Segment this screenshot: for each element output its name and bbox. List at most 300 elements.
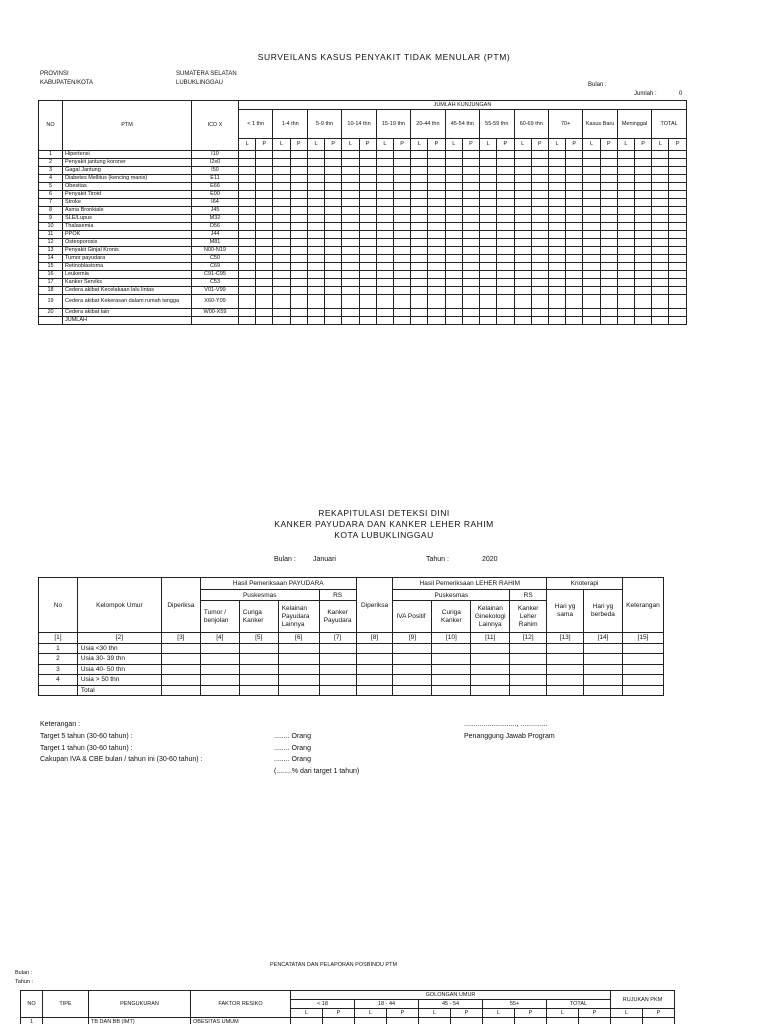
age-group-header: 55-59 thn (480, 110, 514, 139)
rekap-tahun-label: Tahun : (426, 556, 449, 563)
row-ptm: Asma Bronkiale (63, 207, 192, 215)
data-cell (514, 183, 531, 191)
data-cell (462, 215, 479, 223)
data-cell (445, 175, 462, 183)
rekap-h-krioterapi: Krioterapi (547, 578, 623, 590)
data-cell (584, 654, 623, 665)
data-cell (548, 223, 565, 231)
data-cell (393, 664, 432, 675)
data-cell (635, 175, 652, 183)
data-cell (428, 207, 445, 215)
sex-header: L (611, 1009, 643, 1018)
sex-header: L (514, 139, 531, 151)
data-cell (307, 255, 324, 263)
rekap-title-2: KANKER PAYUDARA DAN KANKER LEHER RAHIM (274, 519, 494, 529)
data-cell (411, 215, 428, 223)
data-cell (239, 159, 256, 167)
data-cell (480, 151, 497, 159)
row-icd: I2x0 (192, 159, 239, 167)
data-cell (161, 643, 200, 654)
data-cell (652, 309, 669, 317)
data-cell (290, 167, 307, 175)
data-cell (480, 191, 497, 199)
data-cell (290, 223, 307, 231)
data-cell (600, 263, 617, 271)
data-cell (273, 207, 290, 215)
sex-header: P (451, 1009, 483, 1018)
data-cell (319, 685, 356, 696)
data-cell (445, 263, 462, 271)
data-cell (462, 191, 479, 199)
data-cell (239, 175, 256, 183)
data-cell (356, 685, 393, 696)
sex-header: L (307, 139, 324, 151)
data-cell (566, 183, 583, 191)
data-cell (325, 295, 342, 309)
data-cell (393, 263, 410, 271)
data-cell (359, 295, 376, 309)
data-cell (480, 199, 497, 207)
data-cell (547, 664, 584, 675)
data-cell (290, 279, 307, 287)
data-cell (359, 199, 376, 207)
data-cell (462, 255, 479, 263)
data-cell (669, 207, 686, 215)
data-cell (359, 247, 376, 255)
row-no (39, 685, 78, 696)
notes-orang-2: ........ Orang (274, 745, 311, 752)
data-cell (239, 287, 256, 295)
data-cell (428, 151, 445, 159)
data-cell (583, 287, 600, 295)
data-cell (239, 167, 256, 175)
data-cell (583, 239, 600, 247)
data-cell (583, 183, 600, 191)
data-cell (359, 159, 376, 167)
data-cell (307, 239, 324, 247)
data-cell (290, 199, 307, 207)
data-cell (325, 223, 342, 231)
data-cell (428, 223, 445, 231)
row-icd: C91-C95 (192, 271, 239, 279)
data-cell (307, 151, 324, 159)
data-cell (531, 215, 548, 223)
data-cell (432, 643, 471, 654)
data-cell (462, 183, 479, 191)
data-cell (393, 215, 410, 223)
data-cell (290, 295, 307, 309)
data-cell (635, 279, 652, 287)
age-group-header: 15-19 thn (376, 110, 410, 139)
data-cell (273, 151, 290, 159)
data-cell (239, 255, 256, 263)
data-cell (239, 151, 256, 159)
data-cell (548, 191, 565, 199)
data-cell (393, 191, 410, 199)
data-cell (480, 309, 497, 317)
data-cell (652, 239, 669, 247)
data-cell (273, 159, 290, 167)
data-cell (239, 664, 278, 675)
data-cell (497, 295, 514, 309)
data-cell (617, 191, 634, 199)
data-cell (566, 287, 583, 295)
col-header-no: NO (39, 101, 63, 151)
data-cell (584, 664, 623, 675)
data-cell (566, 207, 583, 215)
data-cell (669, 239, 686, 247)
sex-header: L (547, 1009, 579, 1018)
table-row (39, 287, 687, 295)
column-number: [13] (547, 633, 584, 644)
data-cell (325, 309, 342, 317)
data-cell (669, 191, 686, 199)
data-cell (471, 643, 510, 654)
data-cell (548, 271, 565, 279)
data-cell (278, 664, 319, 675)
row-icd: E00 (192, 191, 239, 199)
data-cell (307, 287, 324, 295)
data-cell (393, 255, 410, 263)
data-cell (239, 309, 256, 317)
data-cell (239, 643, 278, 654)
age-group-header: 70+ (548, 110, 582, 139)
rekap-title-1: REKAPITULASI DETEKSI DINI (318, 508, 450, 518)
data-cell (290, 183, 307, 191)
data-cell (393, 167, 410, 175)
data-cell (600, 191, 617, 199)
data-cell (566, 271, 583, 279)
data-cell (445, 151, 462, 159)
data-cell (239, 207, 256, 215)
notes-cakupan: Cakupan IVA & CBE bulan / tahun ini (30-60 tahun) : (40, 756, 203, 763)
column-number: [15] (622, 633, 663, 644)
data-cell (256, 263, 273, 271)
age-group-header: 60-69 thn (514, 110, 548, 139)
jumlah-label: Jumlah : (634, 91, 657, 97)
data-cell (548, 239, 565, 247)
data-cell (239, 271, 256, 279)
data-cell (617, 263, 634, 271)
data-cell (273, 247, 290, 255)
data-cell (600, 231, 617, 239)
data-cell (600, 247, 617, 255)
table-row (39, 685, 664, 696)
rekap-h-hari-sama: Hari yg sama (547, 590, 584, 633)
data-cell (635, 223, 652, 231)
data-cell (652, 223, 669, 231)
data-cell (510, 654, 547, 665)
data-cell (566, 159, 583, 167)
data-cell (600, 183, 617, 191)
data-cell (325, 175, 342, 183)
data-cell (622, 643, 663, 654)
data-cell (635, 199, 652, 207)
jumlah-label: JUMLAH (63, 317, 192, 325)
data-cell (393, 183, 410, 191)
row-ptm: Penyakit Ginjal Kronis (63, 247, 192, 255)
data-cell (531, 223, 548, 231)
data-cell (497, 223, 514, 231)
data-cell (652, 231, 669, 239)
data-cell (600, 159, 617, 167)
ptm-surveillance-table (38, 100, 687, 325)
column-number: [11] (471, 633, 510, 644)
data-cell (480, 215, 497, 223)
data-cell (273, 295, 290, 309)
data-cell (411, 239, 428, 247)
table-row (39, 207, 687, 215)
data-cell (652, 255, 669, 263)
data-cell (583, 223, 600, 231)
data-cell (583, 263, 600, 271)
column-number: [9] (393, 633, 432, 644)
sex-header: P (669, 139, 686, 151)
data-cell (307, 231, 324, 239)
data-cell (239, 215, 256, 223)
row-icd: W00-X59 (192, 309, 239, 317)
data-cell (548, 287, 565, 295)
data-cell (617, 239, 634, 247)
data-cell (514, 199, 531, 207)
data-cell (200, 685, 239, 696)
sex-header: P (387, 1009, 419, 1018)
data-cell (325, 271, 342, 279)
data-cell (566, 247, 583, 255)
data-cell (411, 159, 428, 167)
sex-header: P (531, 139, 548, 151)
data-cell (584, 685, 623, 696)
data-cell (497, 247, 514, 255)
data-cell (359, 167, 376, 175)
column-number: [6] (278, 633, 319, 644)
row-no: 18 (39, 287, 63, 295)
pos-row1-no: 1 (21, 1018, 43, 1024)
data-cell (376, 295, 393, 309)
row-ptm: Cedera akibat lain (63, 309, 192, 317)
notes-orang-1: ........ Orang (274, 733, 311, 740)
data-cell (411, 207, 428, 215)
data-cell (635, 239, 652, 247)
data-cell (600, 309, 617, 317)
data-cell (432, 685, 471, 696)
data-cell (497, 167, 514, 175)
sex-header: P (325, 139, 342, 151)
data-cell (273, 167, 290, 175)
data-cell (411, 175, 428, 183)
data-cell (356, 675, 393, 686)
row-icd: C53 (192, 279, 239, 287)
data-cell (617, 207, 634, 215)
sex-header: L (273, 139, 290, 151)
pos-h-tipe: TIPE (43, 991, 89, 1018)
data-cell (376, 167, 393, 175)
data-cell (669, 255, 686, 263)
data-cell (617, 309, 634, 317)
data-cell (239, 675, 278, 686)
table-row (39, 279, 687, 287)
data-cell (445, 295, 462, 309)
data-cell (256, 231, 273, 239)
data-cell (445, 309, 462, 317)
data-cell (583, 247, 600, 255)
row-kelompok: Usia <30 thn (77, 643, 161, 654)
data-cell (514, 223, 531, 231)
age-group-header: Kasus Baru (583, 110, 617, 139)
golongan-header: < 18 (291, 1000, 355, 1009)
column-number: [14] (584, 633, 623, 644)
data-cell (256, 309, 273, 317)
sex-header: L (583, 139, 600, 151)
data-cell (617, 151, 634, 159)
data-cell (256, 295, 273, 309)
data-cell (480, 159, 497, 167)
table-row (39, 643, 664, 654)
data-cell (514, 287, 531, 295)
data-cell (256, 167, 273, 175)
age-group-header: TOTAL (652, 110, 687, 139)
rekap-h-puskesmas-2: Puskesmas (393, 590, 510, 601)
sex-header: L (342, 139, 359, 151)
bulan-label: Bulan : (588, 82, 607, 88)
data-cell (307, 295, 324, 309)
data-cell (325, 191, 342, 199)
data-cell (290, 231, 307, 239)
data-cell (161, 664, 200, 675)
data-cell (428, 287, 445, 295)
data-cell (428, 215, 445, 223)
data-cell (462, 263, 479, 271)
data-cell (290, 287, 307, 295)
data-cell (635, 151, 652, 159)
data-cell (635, 295, 652, 309)
data-cell (278, 675, 319, 686)
data-cell (290, 159, 307, 167)
data-cell (273, 271, 290, 279)
data-cell (307, 263, 324, 271)
data-cell (635, 167, 652, 175)
data-cell (652, 215, 669, 223)
data-cell (514, 255, 531, 263)
data-cell (497, 279, 514, 287)
jumlah-row (39, 317, 687, 325)
data-cell (428, 309, 445, 317)
data-cell (393, 271, 410, 279)
data-cell (510, 643, 547, 654)
rekap-h-diperiksa-2: Diperiksa (356, 578, 393, 633)
row-ptm: Penyakit jantung koroner (63, 159, 192, 167)
sex-header: L (483, 1009, 515, 1018)
data-cell (531, 151, 548, 159)
data-cell (273, 231, 290, 239)
data-cell (290, 271, 307, 279)
data-cell (278, 685, 319, 696)
row-no: 5 (39, 183, 63, 191)
data-cell (548, 207, 565, 215)
data-cell (583, 279, 600, 287)
data-cell (359, 255, 376, 263)
data-cell (497, 175, 514, 183)
data-cell (307, 183, 324, 191)
data-cell (669, 295, 686, 309)
data-cell (600, 207, 617, 215)
sex-header: L (239, 139, 256, 151)
data-cell (411, 183, 428, 191)
data-cell (583, 167, 600, 175)
row-no: 7 (39, 199, 63, 207)
data-cell (497, 215, 514, 223)
row-ptm: Obesitas (63, 183, 192, 191)
data-cell (273, 239, 290, 247)
data-cell (325, 287, 342, 295)
row-ptm: Tumor payudara (63, 255, 192, 263)
data-cell (428, 295, 445, 309)
data-cell (462, 159, 479, 167)
data-cell (325, 183, 342, 191)
data-cell (290, 263, 307, 271)
provinsi-label: PROVINSI (40, 71, 69, 77)
table-row (39, 263, 687, 271)
data-cell (531, 231, 548, 239)
data-cell (411, 271, 428, 279)
data-cell (359, 231, 376, 239)
data-cell (531, 167, 548, 175)
data-cell (393, 643, 432, 654)
data-cell (497, 151, 514, 159)
data-cell (617, 199, 634, 207)
data-cell (393, 654, 432, 665)
data-cell (290, 255, 307, 263)
table-row (39, 167, 687, 175)
data-cell (480, 223, 497, 231)
data-cell (376, 279, 393, 287)
sex-header: P (359, 139, 376, 151)
table-row (39, 239, 687, 247)
pos-h-rujukan: RUJUKAN PKM (611, 991, 675, 1009)
data-cell (445, 183, 462, 191)
data-cell (600, 239, 617, 247)
column-number: [10] (432, 633, 471, 644)
data-cell (319, 654, 356, 665)
data-cell (411, 247, 428, 255)
data-cell (669, 159, 686, 167)
data-cell (428, 199, 445, 207)
sex-header: P (635, 139, 652, 151)
data-cell (497, 207, 514, 215)
age-group-header: Meninggal (617, 110, 651, 139)
data-cell (376, 159, 393, 167)
data-cell (273, 255, 290, 263)
data-cell (497, 263, 514, 271)
rekap-h-iva: IVA Positif (393, 601, 432, 633)
data-cell (635, 207, 652, 215)
data-cell (256, 279, 273, 287)
data-cell (393, 247, 410, 255)
data-cell (325, 247, 342, 255)
data-cell (325, 255, 342, 263)
data-cell (600, 255, 617, 263)
data-cell (652, 247, 669, 255)
row-no: 1 (39, 643, 78, 654)
data-cell (583, 159, 600, 167)
data-cell (462, 151, 479, 159)
row-no: 6 (39, 191, 63, 199)
data-cell (342, 239, 359, 247)
data-cell (411, 191, 428, 199)
row-icd: I10 (192, 151, 239, 159)
row-no: 8 (39, 207, 63, 215)
data-cell (256, 207, 273, 215)
